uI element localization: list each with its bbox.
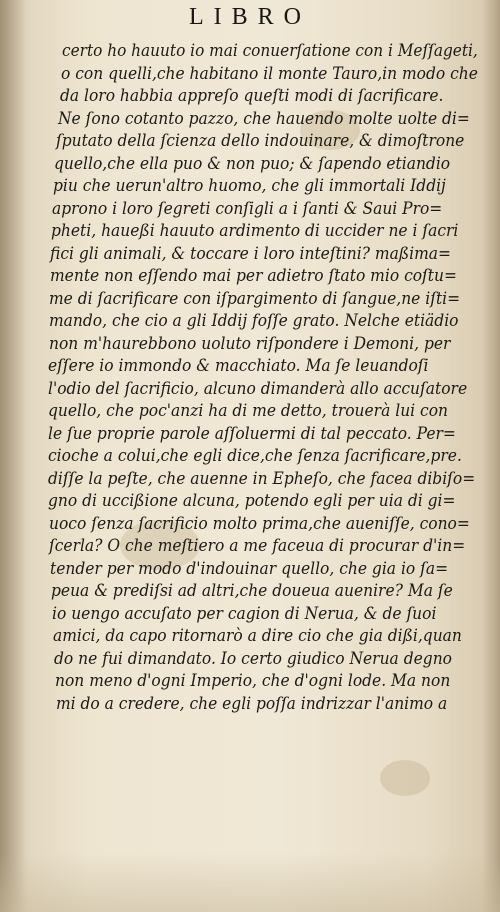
text-line: diſſe la peſte, che auenne in Epheſo, che facea dibiſo= [48, 468, 476, 488]
text-line: aprono i loro ſegreti conſigli a i ſanti & Saui Pro= [52, 198, 443, 218]
text-line: mando, che cio a gli Iddij foſſe grato. Nelche etiädio [49, 311, 459, 330]
text-line: amici, da capo ritornarò a dire cio che gia dißi,quan [53, 626, 462, 645]
body-text [0, 40, 500, 715]
text-line: l'odio del ſacrificio, alcuno dimanderà allo accuſatore [48, 378, 468, 398]
text-line: me di ſacrificare con iſpargimento di ſangue,ne iſti= [49, 288, 461, 308]
paper-stain [380, 760, 430, 796]
text-line: eſſere io immondo & macchiato. Ma ſe leuandoſi [48, 356, 429, 375]
text-line: gno di uccißione alcuna, potendo egli per uia di gi= [48, 491, 456, 510]
text-line: pheti, haueßi hauuto ardimento di uccider ne i ſacri [51, 221, 459, 240]
text-line: do ne fui dimandato. Io certo giudico Nerua degno [54, 648, 452, 668]
text-line: fici gli animali, & toccare i loro inteſtini? maßima= [50, 243, 451, 263]
text-line: Ne ſono cotanto pazzo, che hauendo molte uolte di= [58, 108, 470, 128]
text-line: cioche a colui,che egli dice,che ſenza ſacrificare,pre. [48, 446, 462, 465]
text-line: piu che uerun'altro huomo, che gli immortali Iddij [53, 176, 446, 195]
text-line: peua & prediſsi ad altri,che doueua auenire? Ma ſe [51, 581, 453, 600]
text-line: da loro habbia appreſo queſti modi di ſacrificare. [60, 86, 444, 105]
text-line: mi do a credere, che egli poſſa indrizzar l'animo a [56, 693, 448, 713]
text-line: o con quelli,che habitano il monte Tauro,in modo che [61, 63, 478, 83]
text-line: ſcerla? O che meſtiero a me faceua di procurar d'in= [49, 536, 466, 555]
text-line: non meno d'ogni Imperio, che d'ogni lode. Ma non [55, 671, 451, 690]
page-bottom-shade [0, 852, 500, 912]
text-line: io uengo accuſato per cagion di Nerua, & de ſuoi [52, 603, 437, 623]
text-line: quello,che ella puo & non puo; & ſapendo etiandio [54, 153, 451, 173]
text-line: mente non eſſendo mai per adietro ſtato mio coſtu= [50, 266, 457, 285]
text-line: uoco ſenza ſacrificio molto prima,che aueniſſe, cono= [49, 513, 470, 533]
text-line: non m'haurebbono uoluto riſpondere i Demoni, per [49, 333, 451, 353]
text-line: tender per modo d'indouinar quello, che gia io ſa= [50, 558, 449, 578]
text-line: quello, che poc'anzi ha di me detto, trouerà lui con [48, 401, 449, 420]
running-head: LIBRO [189, 4, 311, 30]
text-line: ſputato della ſcienza dello indouinare, & dimoſtrone [56, 131, 465, 150]
text-line: certo ho hauuto io mai conuerſatione con i Meſſageti, [62, 41, 478, 60]
text-line: le ſue proprie parole aſſoluermi di tal peccato. Per= [48, 423, 456, 443]
